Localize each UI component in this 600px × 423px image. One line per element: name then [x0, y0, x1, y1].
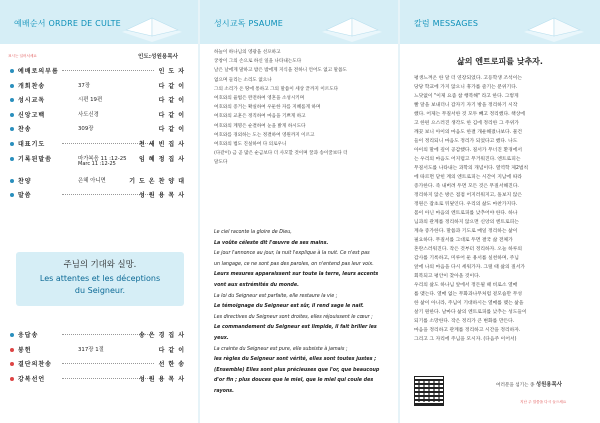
order-item-detail: 사도신경 [78, 111, 99, 118]
order-item-detail: 마가복음 11 :12-25 [78, 155, 127, 162]
message-line: 앞에 나의 마음을 다시 세워가자. 그럴 때 삶의 질서가 [414, 265, 526, 270]
message-line: 살기 원한다. 날마다 삶의 엔트로피를 낮추는 성도들이 [414, 310, 527, 315]
psalm-korean-line: 하늘이 하나님의 영광을 선포하고 [214, 50, 281, 55]
order-item-leader: 다같이 [158, 82, 188, 90]
psalm-french-line: d'or fin ; plus douces que le miel, que le miel qui coule des [214, 378, 374, 384]
order-item [10, 345, 192, 360]
leader-label: 인도:성원용목사 [138, 54, 179, 60]
bullet-icon [10, 362, 14, 366]
psalm-french-line: rayons. [214, 388, 234, 394]
order-item [10, 190, 192, 205]
order-item-leader: 다같이 [158, 346, 188, 354]
psalm-korean-line: 여호와의 증거는 확실하여 우둔한 자를 지혜롭게 하며 [214, 105, 321, 111]
order-item-leader: 성원용목사 [139, 375, 188, 383]
bullet-icon [10, 98, 14, 102]
order-item-name: 찬송 [18, 126, 32, 134]
order-item-name: 찬양 [18, 177, 32, 185]
order-of-worship-column [0, 0, 198, 423]
message-line: 되기를 소망한다. 작은 정리가 큰 변화를 만든다. [414, 319, 515, 324]
message-line: 깨끗 보니 아이의 마음도 한결 개운해졌나보다. 물건 [414, 130, 522, 135]
order-item-subdetail: Marc 11 :12-25 [78, 160, 116, 167]
messages-header-title: 칼럼 MESSAGES [414, 19, 479, 28]
order-item [10, 95, 192, 110]
order-item-leader: 다같이 [158, 111, 188, 119]
dotted-leader [62, 363, 154, 364]
psalm-korean-line: 여호와의 계명은 순결하여 눈을 밝게 하시도다 [214, 123, 306, 129]
order-item-leader: 천세빈집사 [139, 140, 188, 148]
qr-code-icon[interactable] [414, 376, 444, 406]
order-item-detail: 시편 19편 [78, 97, 103, 104]
bullet-icon [10, 193, 14, 197]
psalm-korean-line: 없으며 들리는 소리도 없으나 [214, 77, 272, 83]
order-item [10, 124, 192, 139]
bullet-icon [10, 377, 14, 381]
psalm-french-line: (Ensemble) Elles sont plus précieuses que l'or, que beaucoup [214, 367, 380, 373]
order-item [10, 139, 192, 154]
psalm-french-line: vont aux extrémités du monde. [214, 282, 299, 288]
order-item [10, 330, 192, 345]
theme-korean: 주님의 기대와 실망. [63, 259, 137, 269]
psalm-korean-line: 여호와의 법도 진실하여 다 의로우니 [214, 141, 287, 147]
signature-label: 여러분을 섬기는 종 [496, 383, 535, 388]
message-title: 삶의 엔트로피를 낮추자. [457, 57, 543, 66]
order-item-leader: 선한송 [158, 361, 188, 369]
sermon-theme-box [16, 252, 184, 306]
order-item-leader: 다같이 [158, 126, 188, 134]
message-line: 몸이 아닌 마음의 엔트로피를 낮추어야 한다. 하나 [414, 211, 518, 216]
order-item-name: 결단의찬송 [18, 361, 52, 369]
psalm-french-line: les règles du Seigneur sont vérité, elles sont toutes justes ; [214, 357, 377, 363]
psalm-korean-line: 궁창이 그의 손으로 하신 일을 나타내는도다 [214, 59, 302, 65]
psalm-korean-line: 날은 날에게 말하고 밤은 밤에게 지식을 전하니 언어도 없고 말씀도 [214, 68, 347, 74]
message-line: 혼란스러워진다. 작은 것부터 정리하자. 오늘 하루의 [414, 247, 522, 252]
message-line: 한 삶이 아니라, 주님이 기대하시는 열매를 맺는 삶을 [414, 301, 524, 306]
message-body [414, 74, 590, 344]
order-item-name: 성시교독 [18, 97, 46, 105]
order-item-leader: 다같이 [158, 97, 188, 105]
order-item-leader: 인도자 [158, 68, 188, 75]
message-line: 그리고 그 자리에 주님을 모시자. (다음주 이어서) [414, 337, 517, 342]
order-list [10, 66, 192, 205]
order-item-name: 응답송 [18, 332, 39, 339]
book-icon [312, 2, 392, 42]
order-item [10, 81, 192, 96]
theme-french-line2: du Seigneur. [74, 286, 126, 295]
psalm-korean-line: 달도다 [214, 160, 228, 166]
message-line: 무질서도를 나타내는 과학의 개념이다. 열역학 제2법칙 [414, 166, 529, 171]
psalm-header-title: 성시교독 PSAUME [214, 19, 283, 28]
bullet-icon [10, 84, 14, 88]
order-item-leader: 성원용목사 [139, 192, 188, 200]
order-header [0, 0, 198, 44]
psalm-column [200, 0, 398, 423]
psalm-french-line: un langage, ce ne sont pas des paroles, on n'entend pas leur voix. [214, 261, 374, 267]
bullet-icon [10, 348, 14, 352]
message-line: 에 따르면 닫힌 계의 엔트로피는 시간이 지남에 따라 [414, 175, 522, 180]
psalm-korean-line: 여호와의 교훈은 정직하여 마음을 기쁘게 하고 [214, 114, 306, 120]
theme-french-line1: Les attentes et les déceptions [39, 274, 161, 283]
notice-text: 표시는 일어서세요 [8, 54, 37, 58]
order-item-detail: 309장 [78, 126, 94, 133]
message-line: 님과의 관계를 정리하지 않으면 신앙의 엔트로피는 [414, 220, 519, 225]
bullet-icon [10, 113, 14, 117]
message-line: 했다. 어제는 무질서한 것 모두 빼고 정리했다. 책상에 [414, 112, 526, 117]
messages-column [400, 0, 600, 423]
dotted-leader [62, 70, 154, 71]
order-item-detail: 은혜 아니면 [78, 177, 106, 184]
message-line: 빨 달을 보내더니 갑자기 자기 방을 정리하기 시작 [414, 103, 518, 108]
message-line: 느닷없이 "이제 요즘 참 행복해" 라고 한다. 그렇게 [414, 94, 519, 99]
message-line: 정리하지 않은 방은 점점 어지러워지고, 돌보지 않은 [414, 193, 522, 198]
psalm-french-line: Le ciel raconte la gloire de Dieu, [214, 230, 292, 235]
order-item [10, 154, 192, 176]
order-item-name: 강복선언 [18, 375, 46, 383]
order-header-title: 예배순서 ORDRE DE CULTE [14, 19, 121, 28]
order-list-after [10, 330, 192, 388]
psalm-french-text [214, 228, 392, 398]
message-line: 우리의 삶도 하나님 앞에서 정돈될 때 비로소 열매 [414, 283, 518, 288]
order-item-detail: 37장 [78, 82, 91, 89]
message-line: 당당 학교에 가지 않으니 휴가를 즐기는 분위기다. [414, 85, 518, 90]
psalm-french-line: Le commandement du Seigneur est limpide, il fait briller les [214, 325, 377, 331]
bullet-icon [10, 179, 14, 183]
order-item-name: 기록된말씀 [18, 155, 52, 163]
book-icon [112, 2, 192, 42]
bullet-icon [10, 142, 14, 146]
order-item-name: 봉헌 [18, 346, 32, 354]
message-line: 정원은 잡초로 뒤덮인다. 우리의 삶도 마찬가지다. [414, 202, 518, 207]
signature [496, 380, 562, 388]
order-item-name: 개회찬송 [18, 82, 46, 90]
psalm-french-line: yeux. [214, 335, 229, 341]
psalm-korean-text [214, 48, 392, 167]
order-item-name: 신앙고백 [18, 111, 46, 119]
messages-header [400, 0, 600, 44]
message-line: 들이 정리되니 마음도 정리가 되었다고 했다. 나도 [414, 139, 518, 144]
order-item [10, 110, 192, 125]
order-item-name: 말씀 [18, 192, 32, 200]
order-item-leader: 기도온찬양대 [129, 177, 188, 185]
message-line: 필요하다. 무질서를 그대로 두면 결국 삶 전체가 [414, 238, 513, 243]
message-line: 증가한다. 즉 내버려 두면 모든 것은 무질서해진다. [414, 184, 519, 189]
bullet-icon [10, 69, 14, 73]
psalm-french-line: La loi du Seigneur est parfaite, elle restaure la vie ; [214, 293, 338, 299]
order-item [10, 359, 192, 374]
psalm-korean-line: 여호와를 경외하는 도는 정결하여 영원까지 이르고 [214, 132, 315, 138]
message-line: 평생느껴온 한 달 더 연장되었다. 고등학생 조석이는 [414, 76, 522, 81]
message-line: 고 한편 으스러진 생각도 한 김에 정리한 그 주위가 [414, 121, 519, 126]
psalm-korean-line: (다같이) 금 곧 많은 순금보다 더 사모할 것이며 꿀과 송이꿀보다 더 [214, 151, 348, 157]
message-line: 를 맺는다. 열매 없는 무화과나무처럼 겉모습만 무성 [414, 292, 522, 297]
message-line: 는 우리의 마음도 어지럽고 무거워진다. 엔트로피는 [414, 157, 521, 162]
order-item-name: 예배로의부름 [18, 68, 59, 75]
message-line: 회복되고 평안이 찾아올 것이다. [414, 274, 481, 279]
bullet-icon [10, 127, 14, 131]
psalm-french-line: Le jour l'annonce au jour, la nuit l'explique à la nuit. Ce n'est pas [214, 251, 370, 257]
message-line: 계속 증가한다. 말씀과 기도로 매일 정리하는 삶이 [414, 229, 518, 234]
order-item [10, 176, 192, 191]
order-item [10, 374, 192, 389]
psalm-french-line: La voûte céleste dit l'œuvre de ses mains. [214, 240, 329, 246]
order-item-name: 대표기도 [18, 140, 46, 148]
message-line: 감사를 기록하고, 미루어 둔 용서를 실천하며, 주님 [414, 256, 519, 261]
order-item [10, 66, 192, 81]
book-icon [514, 2, 594, 42]
footer-note: 지난 주 말씀을 다시 들으세요 [520, 400, 567, 404]
order-item-detail: 317장 1절 [78, 346, 104, 353]
psalm-french-line: Le témoignage du Seigneur est sûr, il rend sage le naïf. [214, 304, 364, 310]
psalm-french-line: La crainte du Seigneur est pure, elle subsiste à jamais ; [214, 346, 348, 352]
bullet-icon [10, 157, 14, 161]
order-item-leader: 송은경집사 [139, 332, 188, 339]
psalm-french-line: Leurs mesures apparaissent sur toute la terre, leurs accents [214, 272, 379, 278]
message-line: 아이의 말에 깊이 공감했다. 질서가 무너진 환경에서 [414, 148, 522, 153]
order-item-leader: 임혜정집사 [139, 155, 188, 163]
psalm-french-line: Les directives du Seigneur sont droites, elles réjouissent le cœur ; [214, 314, 373, 320]
bullet-icon [10, 333, 14, 337]
signature-name: 성원용목사 [535, 382, 562, 388]
psalm-korean-line: 그의 소리가 온 땅에 통하고 그의 말씀이 세상 끝까지 이르도다 [214, 86, 339, 92]
message-line: 마음을 정리하고 관계를 정리하고 시간을 정리하자. [414, 328, 521, 333]
psalm-korean-line: 여호와의 율법은 완전하여 영혼을 소성시키며 [214, 95, 305, 101]
psalm-header [200, 0, 398, 44]
